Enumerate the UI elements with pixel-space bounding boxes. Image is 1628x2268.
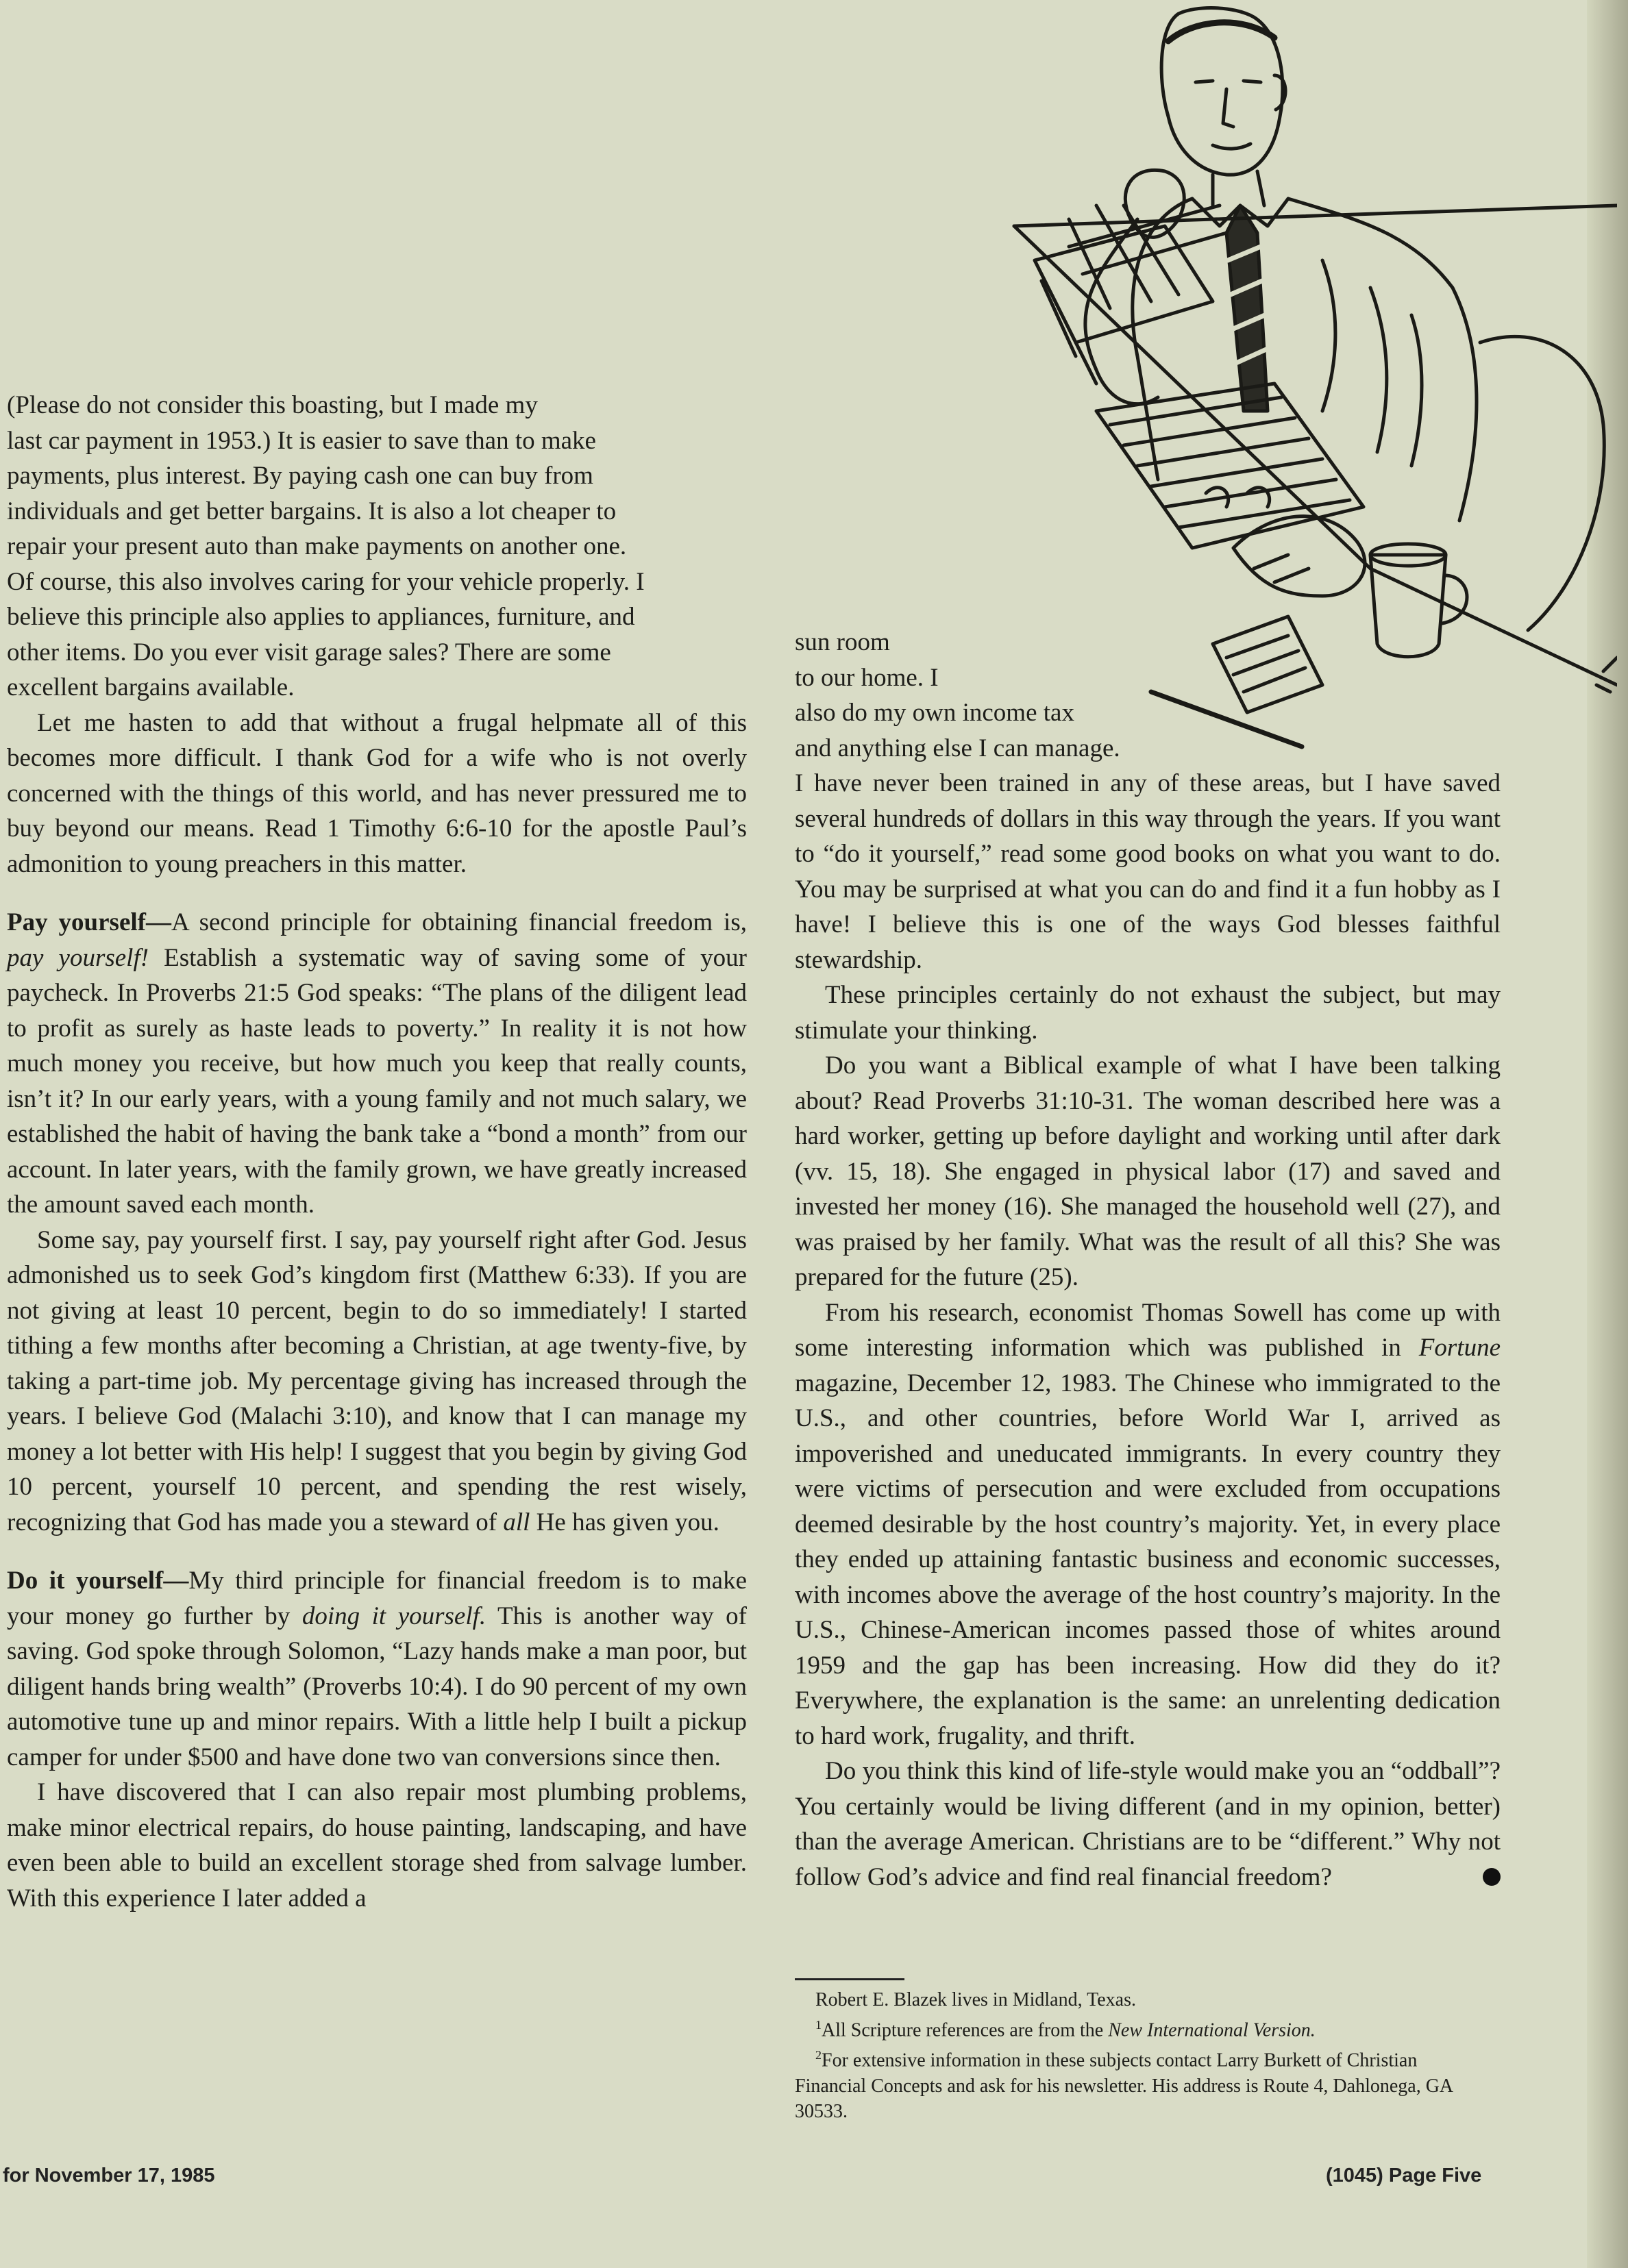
text-line: and anything else I can manage. — [795, 734, 1120, 762]
section-heading-pay-yourself: Pay yourself— — [7, 908, 171, 936]
section-heading-do-it-yourself: Do it yourself— — [7, 1567, 189, 1595]
footnote-text: All Scripture references are from the — [822, 2019, 1109, 2041]
left-column — [7, 388, 747, 1916]
body-text: A second principle for obtaining financial freedom is, — [171, 908, 747, 936]
text-line: individuals and get better bargains. It is also a lot cheaper to — [7, 497, 617, 525]
body-text: My third principle for financial freedom is to make your money go further by — [7, 1567, 747, 1630]
body-text: Establish a systematic way of saving some of your paycheck. In Proverbs 21:5 God speaks: “The plans of the diligent lead to profit as surely as haste leads to poverty.” In reality it is not how much money you receive, but how much you keep that really counts, isn’t it? In our early years, with a young family and not much salary, we established the habit of having the bank take a “bond a month” from our account. In later years, with the family grown, we have greatly increased the amount saved each month. — [7, 943, 747, 1219]
text-line: last car payment in 1953.) It is easier to save than to make — [7, 426, 596, 455]
footnote-marker: 1 — [815, 2018, 822, 2032]
emphasis-text: Fortune — [1418, 1334, 1501, 1362]
do-it-yourself-paragraph — [7, 1563, 747, 1775]
footnotes — [795, 1978, 1480, 2124]
footer-page-number: (1045) Page Five — [1326, 2165, 1482, 2186]
helpmate-paragraph: Let me hasten to add that without a frugal helpmate all of this becomes more difficult. I thank God for a wife who is not overly concerned with the things of this world, and has never pressured me to buy beyond our means. Read 1 Timothy 6:6-10 for the apostle Paul’s admonition to young preachers in this matter. — [7, 708, 747, 878]
never-trained-paragraph: I have never been trained in any of these areas, but I have saved several hundreds of dollars in this way through the years. If you want to “do it yourself,” read some good books on what you want to do. You may be surprised at what you can do and find it a fun hobby as I have! I believe this is one of the ways God blesses faithful stewardship. — [795, 769, 1501, 974]
text-line: other items. Do you ever visit garage sales? There are some — [7, 638, 611, 666]
footnote-marker: 2 — [815, 2048, 822, 2063]
pay-first-paragraph — [7, 1223, 747, 1541]
text-line: believe this principle also applies to appliances, furniture, and — [7, 603, 635, 631]
body-text: From his research, economist Thomas Sowell has come up with some interesting information which was published in — [795, 1298, 1501, 1362]
discovered-paragraph: I have discovered that I can also repair most plumbing problems, make minor electrical repairs, do house painting, landscaping, and have even been able to build an excellent storage shed from salvage lumber. With this experience I later added a — [7, 1778, 747, 1912]
body-text: Do you think this kind of life-style would make you an “oddball”? You certainly would be living different (and in my opinion, better) than the average American. Christians are to be “different.” Why not follow God’s advice and find real financial freedom? — [795, 1757, 1501, 1891]
footnote-2 — [795, 2043, 1480, 2123]
emphasis-text: New International Version. — [1108, 2019, 1316, 2041]
emphasis-text: pay yourself! — [7, 943, 149, 972]
text-line: also do my own income tax — [795, 699, 1074, 727]
author-note: Robert E. Blazek lives in Midland, Texas. — [815, 1989, 1136, 2010]
biblical-example-paragraph: Do you want a Biblical example of what I have been talking about? Read Proverbs 31:10-31. The woman described here was a hard worker, getting up before daylight and working until after dark (vv. 15, 18). She engaged in physical labor (17) and saved and invested her money (16). She managed the household well (27), and was praised by her family. What was the result of all this? She was prepared for the future (25). — [795, 1051, 1501, 1291]
emphasis-text: all — [503, 1508, 530, 1536]
oddball-paragraph — [795, 1754, 1501, 1895]
short-lines-paragraph — [795, 625, 1501, 766]
body-text: This is another way of saving. God spoke through Solomon, “Lazy hands make a man poor, but diligent hands bring wealth” (Proverbs 10:4). I do 90 percent of my own automotive tune up and minor repairs. With a little help I built a pickup camper for under $500 and have done two van conversions since then. — [7, 1602, 747, 1771]
text-line: payments, plus interest. By paying cash one can buy from — [7, 462, 593, 490]
principles-paragraph: These principles certainly do not exhaust the subject, but may stimulate your thinking. — [795, 981, 1501, 1045]
text-line: (Please do not consider this boasting, but I made my — [7, 391, 538, 419]
sowell-paragraph — [795, 1295, 1501, 1754]
text-line: Of course, this also involves caring for your vehicle properly. I — [7, 567, 645, 596]
pay-yourself-paragraph — [7, 905, 747, 1223]
text-line: repair your present auto than make payments on another one. — [7, 532, 627, 560]
body-text: He has given you. — [530, 1508, 719, 1536]
body-text: magazine, December 12, 1983. The Chinese who immigrated to the U.S., and other countries, before World War I, arrived as impoverished and uneducated immigrants. In every country they were victims of persecution and were excluded from occupations deemed desirable by the host country’s majority. Yet, in every place they ended up attaining fantastic business and economic successes, with incomes above the average of the host country’s majority. In the U.S., Chinese-American incomes passed those of whites around 1959 and the gap has been increasing. How did they do it? Everywhere, the explanation is the same: an unrelenting dedication to hard work, frugality, and thrift. — [795, 1369, 1501, 1750]
footnote-text: For extensive information in these subjects contact Larry Burkett of Christian Financial Concepts and ask for his newsletter. His address is Route 4, Dahlonega, GA 30533. — [795, 2049, 1453, 2122]
right-column — [795, 625, 1501, 1895]
body-text: Some say, pay yourself first. I say, pay yourself right after God. Jesus admonished us to seek God’s kingdom first (Matthew 6:33). If you are not giving at least 10 percent, begin to do so immediately! I started tithing a few months after becoming a Christian, at age twenty-five, by taking a part-time job. My percentage giving has increased through the years. I believe God (Malachi 3:10), and know that I can manage my money a lot better with His help! I suggest that you begin by giving God 10 percent, yourself 10 percent, and spending the rest wisely, recognizing that God has made you a steward of — [7, 1225, 747, 1536]
text-line: to our home. I — [795, 663, 939, 692]
text-line: sun room — [795, 628, 890, 656]
intro-paragraph — [7, 388, 747, 706]
text-line: excellent bargains available. — [7, 673, 295, 701]
footnote-rule — [795, 1978, 904, 1980]
footer-date: for November 17, 1985 — [3, 2165, 215, 2186]
emphasis-text: doing it yourself. — [301, 1602, 486, 1630]
footnote-1 — [795, 2012, 1480, 2043]
end-mark-icon — [1483, 1868, 1501, 1886]
